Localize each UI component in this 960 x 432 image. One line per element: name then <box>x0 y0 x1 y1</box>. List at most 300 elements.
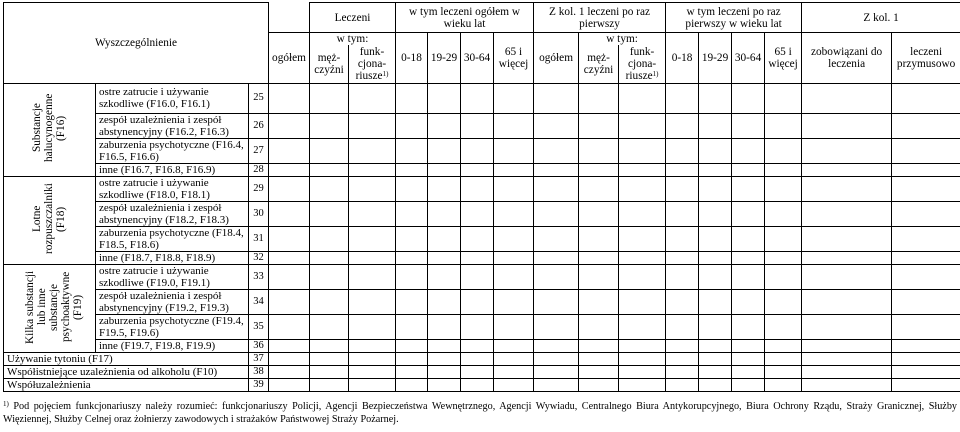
data-cell[interactable] <box>666 365 699 378</box>
data-cell[interactable] <box>310 138 349 163</box>
data-cell[interactable] <box>802 289 892 314</box>
data-cell[interactable] <box>619 176 666 201</box>
data-cell[interactable] <box>428 138 461 163</box>
data-cell[interactable] <box>892 163 960 176</box>
data-cell[interactable] <box>699 289 732 314</box>
data-cell[interactable] <box>619 251 666 264</box>
data-cell[interactable] <box>269 226 310 251</box>
data-cell[interactable] <box>310 378 349 391</box>
header-first-age: w tym leczeni po raz pierwszy w wieku lat <box>666 3 802 33</box>
data-cell[interactable] <box>461 83 494 113</box>
header-first-age-19-29: 19-29 <box>699 33 732 84</box>
data-cell[interactable] <box>461 176 494 201</box>
data-cell[interactable] <box>461 264 494 289</box>
data-cell[interactable] <box>732 83 765 113</box>
data-cell[interactable] <box>396 365 428 378</box>
data-cell[interactable] <box>699 138 732 163</box>
header-mezczyzni: męż-czyźni <box>310 45 349 83</box>
data-cell[interactable] <box>619 339 666 352</box>
data-cell[interactable] <box>765 314 802 339</box>
data-cell[interactable] <box>802 365 892 378</box>
header-first-age-65: 65 i więcej <box>765 33 802 84</box>
data-cell[interactable] <box>494 201 534 226</box>
data-cell[interactable] <box>892 251 960 264</box>
data-cell[interactable] <box>732 339 765 352</box>
data-cell[interactable] <box>494 176 534 201</box>
data-cell[interactable] <box>802 201 892 226</box>
footnote-mark: 1) <box>3 400 9 408</box>
data-cell[interactable] <box>699 201 732 226</box>
data-cell[interactable] <box>461 138 494 163</box>
data-cell[interactable] <box>579 138 619 163</box>
header-first-age-0-18: 0-18 <box>666 33 699 84</box>
data-cell[interactable] <box>699 365 732 378</box>
data-cell[interactable] <box>396 83 428 113</box>
data-cell[interactable] <box>494 365 534 378</box>
header-funkcjonariusze-first: funk-cjona-riusze$^{1)}$ <box>619 45 666 83</box>
table-row <box>4 226 960 251</box>
data-cell[interactable] <box>428 83 461 113</box>
data-cell[interactable] <box>732 113 765 138</box>
data-cell[interactable] <box>428 378 461 391</box>
data-cell[interactable] <box>428 226 461 251</box>
data-cell[interactable] <box>310 251 349 264</box>
header-ogolem-first: ogółem <box>534 33 579 84</box>
data-cell[interactable] <box>396 339 428 352</box>
header-mezczyzni-first: męż-czyźni <box>579 45 619 83</box>
data-cell[interactable] <box>461 226 494 251</box>
data-cell[interactable] <box>699 113 732 138</box>
data-cell[interactable] <box>619 83 666 113</box>
data-cell[interactable] <box>666 264 699 289</box>
data-cell[interactable] <box>396 163 428 176</box>
data-cell[interactable] <box>534 163 579 176</box>
data-cell[interactable] <box>428 163 461 176</box>
table-row <box>4 83 960 113</box>
data-cell[interactable] <box>619 365 666 378</box>
data-cell[interactable] <box>666 138 699 163</box>
data-cell[interactable] <box>349 378 396 391</box>
data-cell[interactable] <box>619 264 666 289</box>
data-cell[interactable] <box>892 138 960 163</box>
data-cell[interactable] <box>579 339 619 352</box>
data-cell[interactable] <box>428 113 461 138</box>
data-cell[interactable] <box>666 226 699 251</box>
data-cell[interactable] <box>699 163 732 176</box>
data-cell[interactable] <box>396 352 428 365</box>
data-cell[interactable] <box>428 289 461 314</box>
data-cell[interactable] <box>892 314 960 339</box>
data-cell[interactable] <box>461 339 494 352</box>
data-cell[interactable] <box>310 176 349 201</box>
data-cell[interactable] <box>892 289 960 314</box>
data-cell[interactable] <box>534 83 579 113</box>
data-cell[interactable] <box>802 163 892 176</box>
data-cell[interactable] <box>579 201 619 226</box>
data-cell[interactable] <box>461 365 494 378</box>
data-cell[interactable] <box>310 314 349 339</box>
data-cell[interactable] <box>428 176 461 201</box>
data-cell[interactable] <box>892 264 960 289</box>
row-label: zaburzenia psychotyczne (F19.4, F19.5, F19.6) <box>96 314 249 339</box>
data-cell[interactable] <box>349 113 396 138</box>
data-cell[interactable] <box>494 113 534 138</box>
data-cell[interactable] <box>699 352 732 365</box>
data-cell[interactable] <box>579 289 619 314</box>
data-cell[interactable] <box>428 264 461 289</box>
data-cell[interactable] <box>534 289 579 314</box>
data-cell[interactable] <box>579 365 619 378</box>
data-cell[interactable] <box>765 352 802 365</box>
table-row <box>4 352 960 365</box>
table-row <box>4 251 960 264</box>
data-cell[interactable] <box>892 176 960 201</box>
group-label: Kilka substancji lub inne substancje psychoaktywne (F19) <box>4 264 96 352</box>
data-cell[interactable] <box>802 352 892 365</box>
data-cell[interactable] <box>494 289 534 314</box>
data-cell[interactable] <box>699 226 732 251</box>
data-cell[interactable] <box>349 352 396 365</box>
data-cell[interactable] <box>494 314 534 339</box>
data-cell[interactable] <box>699 314 732 339</box>
data-cell[interactable] <box>269 289 310 314</box>
row-number: 32 <box>249 251 269 264</box>
data-cell[interactable] <box>765 163 802 176</box>
data-cell[interactable] <box>892 339 960 352</box>
data-cell[interactable] <box>310 289 349 314</box>
row-number: 37 <box>249 352 269 365</box>
data-cell[interactable] <box>310 201 349 226</box>
data-cell[interactable] <box>892 378 960 391</box>
data-cell[interactable] <box>269 365 310 378</box>
data-cell[interactable] <box>269 163 310 176</box>
data-cell[interactable] <box>349 365 396 378</box>
data-cell[interactable] <box>579 226 619 251</box>
row-number: 29 <box>249 176 269 201</box>
footnote-text: Pod pojęciem funkcjonariuszy należy rozumieć: funkcjonariuszy Policji, Agencji Bezpieczeństwa Wewnętrznego, Agencji Wywiadu, Centralnego Biura Antykorupcyjnego, Biura Ochrony Rządu, Straży Granicznej, Służby Więziennej, Służby Celnej oraz żołnierzy zawodowych i strażaków Państwowej Straży Pożarnej. <box>3 401 958 425</box>
data-cell[interactable] <box>892 365 960 378</box>
header-w-tym: w tym: <box>310 33 396 46</box>
data-cell[interactable] <box>765 113 802 138</box>
data-cell[interactable] <box>461 289 494 314</box>
data-cell[interactable] <box>699 339 732 352</box>
data-cell[interactable] <box>349 163 396 176</box>
data-cell[interactable] <box>579 378 619 391</box>
data-cell[interactable] <box>619 113 666 138</box>
data-cell[interactable] <box>619 226 666 251</box>
data-cell[interactable] <box>666 339 699 352</box>
data-cell[interactable] <box>666 289 699 314</box>
data-cell[interactable] <box>349 289 396 314</box>
data-cell[interactable] <box>494 378 534 391</box>
data-cell[interactable] <box>534 314 579 339</box>
data-cell[interactable] <box>310 264 349 289</box>
data-cell[interactable] <box>765 339 802 352</box>
data-cell[interactable] <box>579 83 619 113</box>
data-cell[interactable] <box>310 226 349 251</box>
data-cell[interactable] <box>732 226 765 251</box>
data-cell[interactable] <box>428 251 461 264</box>
data-cell[interactable] <box>892 352 960 365</box>
data-cell[interactable] <box>666 201 699 226</box>
data-cell[interactable] <box>666 378 699 391</box>
data-cell[interactable] <box>534 352 579 365</box>
data-cell[interactable] <box>619 352 666 365</box>
data-cell[interactable] <box>765 365 802 378</box>
data-cell[interactable] <box>534 378 579 391</box>
data-cell[interactable] <box>534 201 579 226</box>
data-cell[interactable] <box>579 314 619 339</box>
data-cell[interactable] <box>428 352 461 365</box>
row-number: 28 <box>249 163 269 176</box>
data-cell[interactable] <box>269 352 310 365</box>
header-age-30-64: 30-64 <box>461 33 494 84</box>
data-cell[interactable] <box>494 264 534 289</box>
data-cell[interactable] <box>461 378 494 391</box>
header-zkol1-first: Z kol. 1 leczeni po raz pierwszy <box>534 3 666 33</box>
data-cell[interactable] <box>428 339 461 352</box>
data-cell[interactable] <box>534 339 579 352</box>
data-cell[interactable] <box>310 113 349 138</box>
data-cell[interactable] <box>269 201 310 226</box>
data-cell[interactable] <box>732 176 765 201</box>
data-cell[interactable] <box>269 83 310 113</box>
data-cell[interactable] <box>310 352 349 365</box>
data-cell[interactable] <box>396 201 428 226</box>
data-cell[interactable] <box>699 83 732 113</box>
data-cell[interactable] <box>579 176 619 201</box>
data-cell[interactable] <box>579 251 619 264</box>
data-cell[interactable] <box>349 138 396 163</box>
header-wyszczegolnienie: Wyszczególnienie <box>4 3 269 84</box>
header-first-age-30-64: 30-64 <box>732 33 765 84</box>
header-przymusowo: leczeni przymusowo <box>892 33 960 84</box>
data-cell[interactable] <box>666 163 699 176</box>
data-cell[interactable] <box>802 251 892 264</box>
data-cell[interactable] <box>310 163 349 176</box>
data-cell[interactable] <box>666 314 699 339</box>
data-cell[interactable] <box>579 163 619 176</box>
group-label: Lotne rozpuszczalniki (F18) <box>4 176 96 264</box>
row-label: inne (F16.7, F16.8, F16.9) <box>96 163 249 176</box>
data-cell[interactable] <box>349 176 396 201</box>
row-number: 35 <box>249 314 269 339</box>
data-cell[interactable] <box>732 201 765 226</box>
row-label: Współuzależnienia <box>4 378 249 391</box>
data-cell[interactable] <box>765 289 802 314</box>
data-cell[interactable] <box>892 201 960 226</box>
row-number: 31 <box>249 226 269 251</box>
data-cell[interactable] <box>310 365 349 378</box>
data-cell[interactable] <box>534 113 579 138</box>
statistics-form-table <box>3 2 960 392</box>
data-cell[interactable] <box>579 264 619 289</box>
data-cell[interactable] <box>461 163 494 176</box>
data-cell[interactable] <box>619 378 666 391</box>
data-cell[interactable] <box>269 138 310 163</box>
row-number: 38 <box>249 365 269 378</box>
row-label: zespół uzależnienia i zespół abstynencyjny (F19.2, F19.3) <box>96 289 249 314</box>
data-cell[interactable] <box>892 83 960 113</box>
data-cell[interactable] <box>732 378 765 391</box>
data-cell[interactable] <box>494 163 534 176</box>
data-cell[interactable] <box>802 138 892 163</box>
data-cell[interactable] <box>619 201 666 226</box>
data-cell[interactable] <box>534 226 579 251</box>
data-cell[interactable] <box>349 201 396 226</box>
data-cell[interactable] <box>732 352 765 365</box>
data-cell[interactable] <box>619 314 666 339</box>
data-cell[interactable] <box>269 113 310 138</box>
data-cell[interactable] <box>396 176 428 201</box>
data-cell[interactable] <box>699 264 732 289</box>
data-cell[interactable] <box>428 201 461 226</box>
row-number: 36 <box>249 339 269 352</box>
table-row <box>4 163 960 176</box>
row-label: ostre zatrucie i używanie szkodliwe (F19.0, F19.1) <box>96 264 249 289</box>
data-cell[interactable] <box>396 378 428 391</box>
data-cell[interactable] <box>765 83 802 113</box>
row-label: ostre zatrucie i używanie szkodliwe (F18.0, F18.1) <box>96 176 249 201</box>
data-cell[interactable] <box>765 251 802 264</box>
header-w-tym-wieku: w tym leczeni ogółem w wieku lat <box>396 3 534 33</box>
table-row <box>4 314 960 339</box>
data-cell[interactable] <box>732 138 765 163</box>
data-cell[interactable] <box>666 83 699 113</box>
data-cell[interactable] <box>396 289 428 314</box>
row-label: inne (F19.7, F19.8, F19.9) <box>96 339 249 352</box>
data-cell[interactable] <box>269 314 310 339</box>
header-w-tym-first: w tym: <box>579 33 666 46</box>
data-cell[interactable] <box>310 339 349 352</box>
table-row <box>4 378 960 391</box>
data-cell[interactable] <box>619 163 666 176</box>
data-cell[interactable] <box>732 251 765 264</box>
data-cell[interactable] <box>461 201 494 226</box>
data-cell[interactable] <box>349 339 396 352</box>
data-cell[interactable] <box>765 138 802 163</box>
data-cell[interactable] <box>494 83 534 113</box>
data-cell[interactable] <box>802 339 892 352</box>
data-cell[interactable] <box>619 138 666 163</box>
data-cell[interactable] <box>269 339 310 352</box>
data-cell[interactable] <box>349 314 396 339</box>
data-cell[interactable] <box>892 226 960 251</box>
data-cell[interactable] <box>396 113 428 138</box>
data-cell[interactable] <box>534 176 579 201</box>
data-cell[interactable] <box>732 314 765 339</box>
row-label: zaburzenia psychotyczne (F18.4, F18.5, F18.6) <box>96 226 249 251</box>
data-cell[interactable] <box>732 365 765 378</box>
row-number: 26 <box>249 113 269 138</box>
data-cell[interactable] <box>732 264 765 289</box>
data-cell[interactable] <box>579 352 619 365</box>
data-cell[interactable] <box>802 378 892 391</box>
data-cell[interactable] <box>269 264 310 289</box>
data-cell[interactable] <box>461 251 494 264</box>
row-number: 33 <box>249 264 269 289</box>
data-cell[interactable] <box>892 113 960 138</box>
table-row <box>4 289 960 314</box>
data-cell[interactable] <box>699 176 732 201</box>
data-cell[interactable] <box>765 176 802 201</box>
data-cell[interactable] <box>269 378 310 391</box>
data-cell[interactable] <box>461 314 494 339</box>
data-cell[interactable] <box>396 226 428 251</box>
data-cell[interactable] <box>428 314 461 339</box>
data-cell[interactable] <box>310 83 349 113</box>
data-cell[interactable] <box>666 176 699 201</box>
data-cell[interactable] <box>802 113 892 138</box>
data-cell[interactable] <box>579 113 619 138</box>
data-cell[interactable] <box>732 289 765 314</box>
data-cell[interactable] <box>461 113 494 138</box>
data-cell[interactable] <box>699 251 732 264</box>
data-cell[interactable] <box>802 314 892 339</box>
data-cell[interactable] <box>765 226 802 251</box>
data-cell[interactable] <box>619 289 666 314</box>
row-label: inne (F18.7, F18.8, F18.9) <box>96 251 249 264</box>
data-cell[interactable] <box>494 226 534 251</box>
data-cell[interactable] <box>765 378 802 391</box>
table-row <box>4 113 960 138</box>
data-cell[interactable] <box>349 83 396 113</box>
data-cell[interactable] <box>534 365 579 378</box>
header-age-65: 65 i więcej <box>494 33 534 84</box>
data-cell[interactable] <box>396 251 428 264</box>
data-cell[interactable] <box>428 365 461 378</box>
row-label: zespół uzależnienia i zespół abstynencyjny (F16.2, F16.3) <box>96 113 249 138</box>
data-cell[interactable] <box>396 264 428 289</box>
data-cell[interactable] <box>534 264 579 289</box>
row-number: 30 <box>249 201 269 226</box>
data-cell[interactable] <box>666 352 699 365</box>
data-cell[interactable] <box>802 83 892 113</box>
data-cell[interactable] <box>732 163 765 176</box>
group-label: Substancje halucynogenne (F16) <box>4 83 96 176</box>
header-funkcjonariusze: funk-cjona-riusze$^{1)}$ <box>349 45 396 83</box>
data-cell[interactable] <box>494 138 534 163</box>
data-cell[interactable] <box>699 378 732 391</box>
row-number: 27 <box>249 138 269 163</box>
data-cell[interactable] <box>534 138 579 163</box>
data-cell[interactable] <box>494 251 534 264</box>
table-row <box>4 201 960 226</box>
data-cell[interactable] <box>802 264 892 289</box>
data-cell[interactable] <box>349 226 396 251</box>
data-cell[interactable] <box>269 251 310 264</box>
data-cell[interactable] <box>494 352 534 365</box>
data-cell[interactable] <box>494 339 534 352</box>
data-cell[interactable] <box>461 352 494 365</box>
data-cell[interactable] <box>396 314 428 339</box>
data-cell[interactable] <box>534 251 579 264</box>
data-cell[interactable] <box>666 113 699 138</box>
data-cell[interactable] <box>802 226 892 251</box>
data-cell[interactable] <box>765 264 802 289</box>
data-cell[interactable] <box>349 251 396 264</box>
data-cell[interactable] <box>765 201 802 226</box>
table-row <box>4 339 960 352</box>
data-cell[interactable] <box>666 251 699 264</box>
data-cell[interactable] <box>802 176 892 201</box>
data-cell[interactable] <box>349 264 396 289</box>
row-number: 34 <box>249 289 269 314</box>
row-number: 25 <box>249 83 269 113</box>
data-cell[interactable] <box>396 138 428 163</box>
table-row <box>4 365 960 378</box>
data-cell[interactable] <box>269 176 310 201</box>
